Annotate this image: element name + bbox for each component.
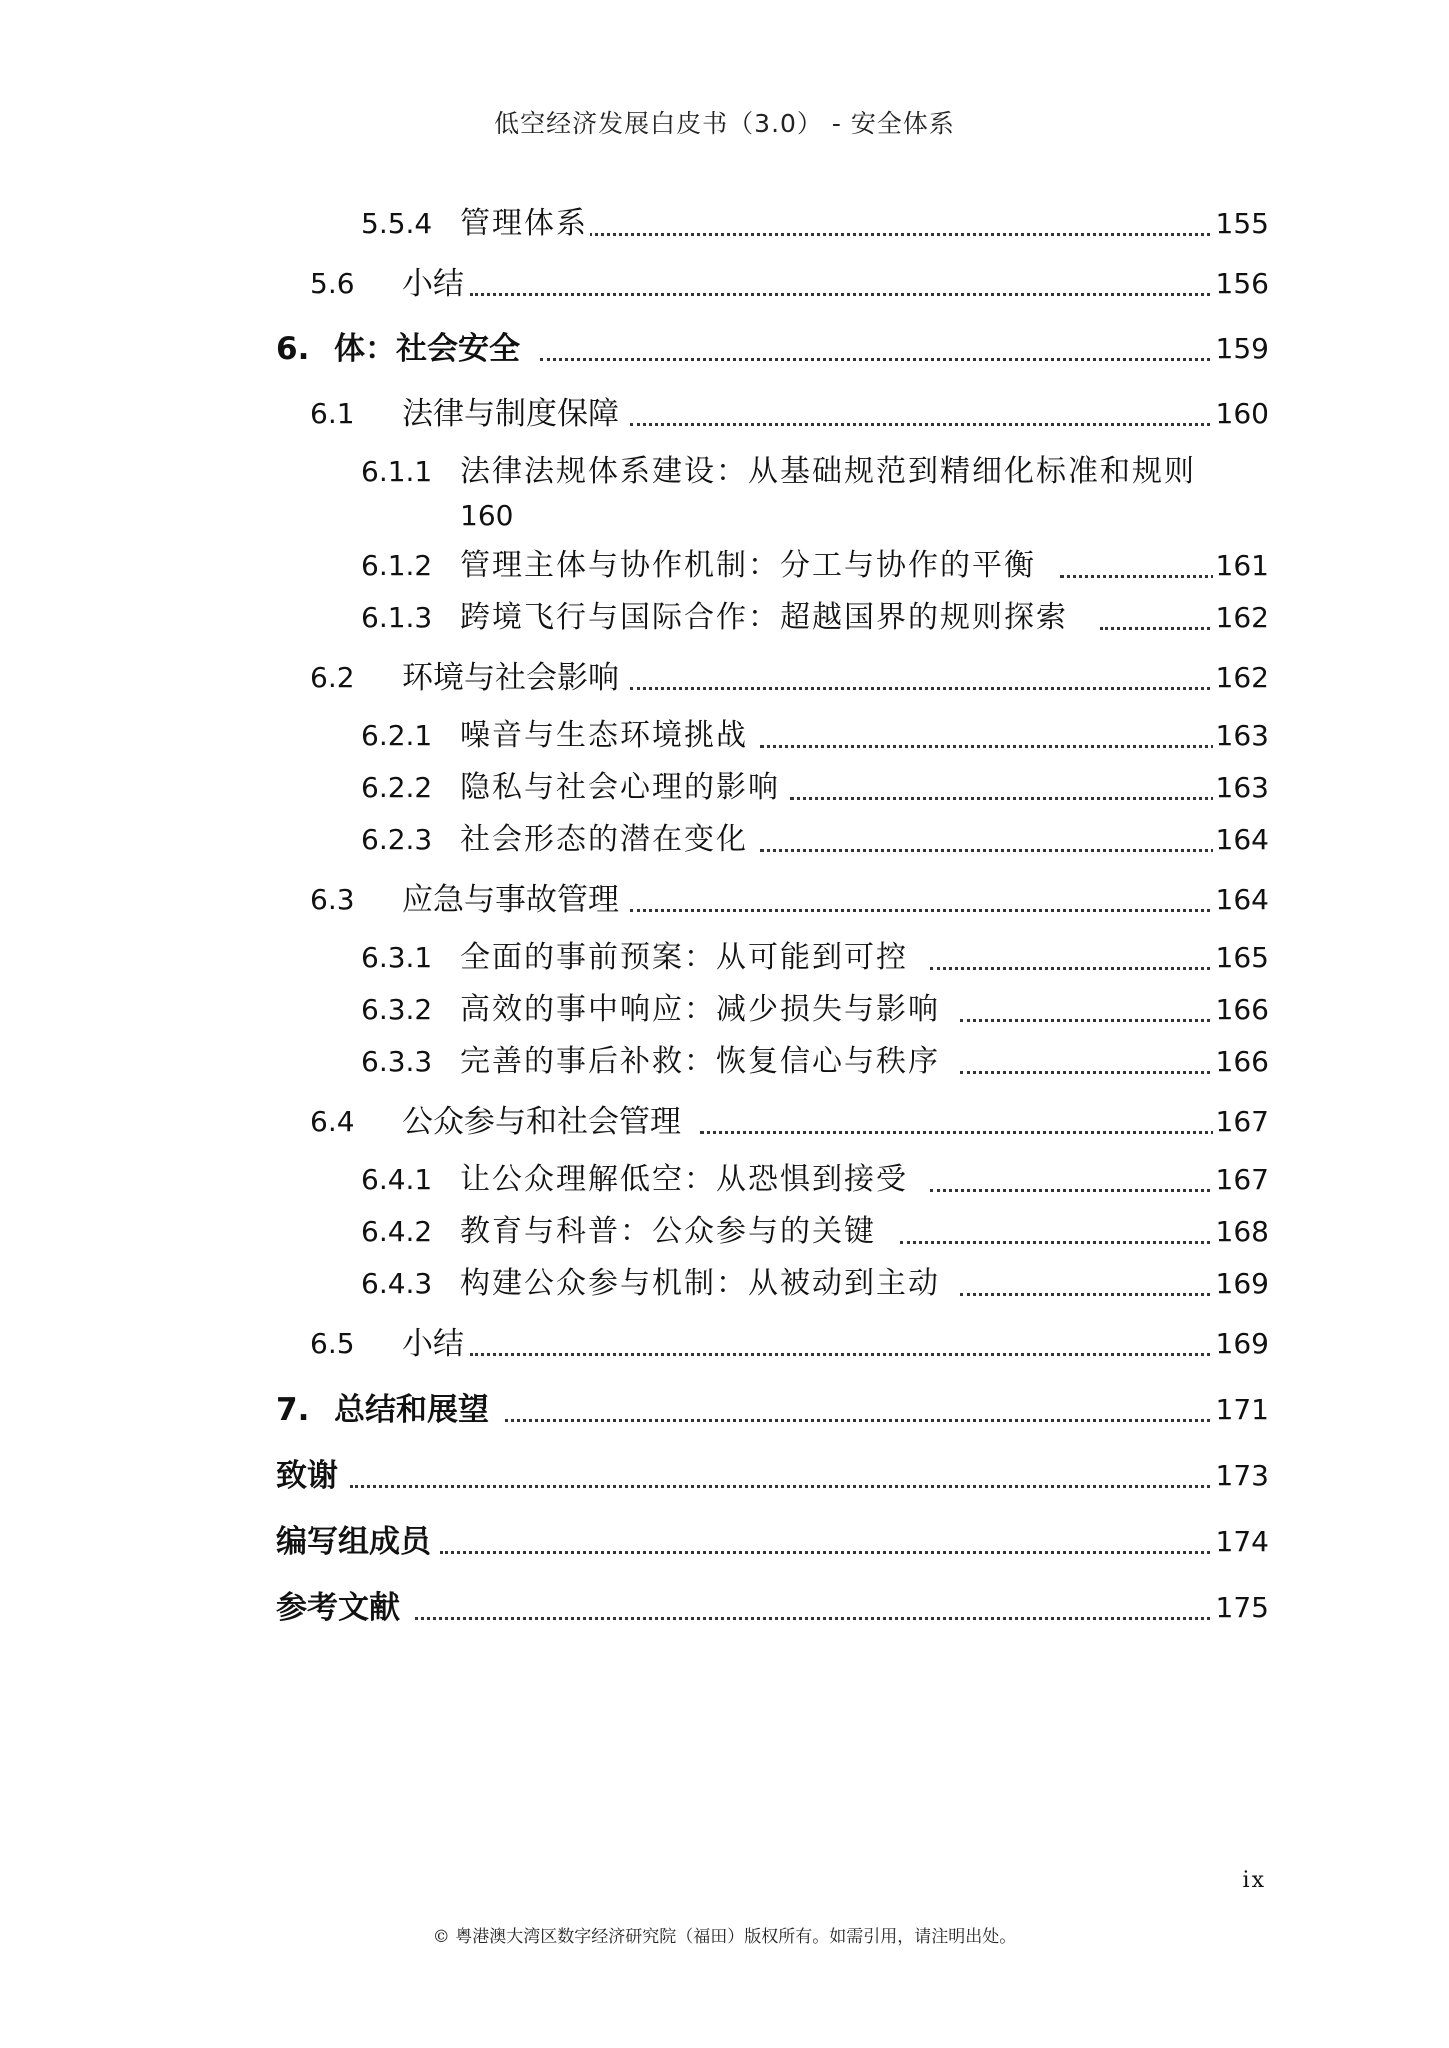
page-number: ix (1242, 1868, 1266, 1893)
toc-entry-title: 法律法规体系建设：从基础规范到精细化标准和规则 (460, 446, 1198, 498)
toc-entry-page: 166 (1213, 984, 1269, 1036)
toc-dot-leader (540, 358, 1264, 361)
toc-entry-number: 6.2.2 (361, 771, 433, 804)
toc-entry-number: 6.1.3 (361, 601, 433, 634)
toc-entry-number: 6.3.1 (361, 941, 433, 974)
toc-entry-number: 6.2 (310, 661, 355, 694)
toc-entry[interactable] (0, 592, 1449, 644)
toc-entry-page: 167 (1213, 1096, 1269, 1148)
toc-entry[interactable] (0, 258, 1449, 310)
toc-entry-page: 169 (1213, 1318, 1269, 1370)
toc-entry-title: 法律与制度保障 (402, 388, 621, 440)
toc-entry-title: 跨境飞行与国际合作：超越国界的规则探索 (460, 592, 1070, 644)
toc-entry-number: 5.6 (310, 267, 355, 300)
toc-dot-leader (415, 1617, 1264, 1620)
toc-entry-number: 6. (276, 331, 310, 367)
toc-dot-leader (630, 423, 1264, 426)
toc-entry-page: 163 (1213, 762, 1269, 814)
toc-entry-page: 171 (1213, 1384, 1269, 1436)
toc-entry-title: 致谢 (276, 1450, 340, 1502)
toc-entry-title: 管理体系 (460, 198, 590, 250)
toc-entry-title: 教育与科普：公众参与的关键 (460, 1206, 878, 1258)
toc-entry-number: 5.5.4 (361, 207, 433, 240)
toc-dot-leader (470, 293, 1264, 296)
toc-entry-page: 169 (1213, 1258, 1269, 1310)
toc-entry-number: 6.4.2 (361, 1215, 433, 1248)
toc-entry-title: 噪音与生态环境挑战 (460, 710, 750, 762)
toc-entry-title: 应急与事故管理 (402, 874, 621, 926)
toc-entry-page: 168 (1213, 1206, 1269, 1258)
toc-entry-number: 6.2.1 (361, 719, 433, 752)
toc-entry-title: 隐私与社会心理的影响 (460, 762, 782, 814)
copyright-footer: © 粤港澳大湾区数字经济研究院（福田）版权所有。如需引用，请注明出处。 (432, 1927, 1017, 1947)
toc-entry-page: 167 (1213, 1154, 1269, 1206)
toc-entry-page: 164 (1213, 874, 1269, 926)
toc-entry-title: 让公众理解低空：从恐惧到接受 (460, 1154, 910, 1206)
toc-entry[interactable] (0, 874, 1449, 926)
toc-entry-number: 6.2.3 (361, 823, 433, 856)
toc-entry[interactable] (0, 1384, 1449, 1436)
toc-entry-page: 161 (1213, 540, 1269, 592)
toc-entry-title: 社会形态的潜在变化 (460, 814, 750, 866)
toc-dot-leader (760, 849, 1264, 852)
toc-entry-page: 160 (1213, 388, 1269, 440)
toc-entry-page: 156 (1213, 258, 1269, 310)
toc-entry-title: 完善的事后补救：恢复信心与秩序 (460, 1036, 942, 1088)
toc-dot-leader (470, 1353, 1264, 1356)
toc-entry[interactable] (0, 1096, 1449, 1148)
toc-entry-number: 6.3.3 (361, 1045, 433, 1078)
toc-entry-number: 6.3 (310, 883, 355, 916)
toc-dot-leader (350, 1485, 1264, 1488)
toc-entry-page: 162 (1213, 652, 1269, 704)
toc-entry[interactable] (0, 1154, 1449, 1206)
toc-entry-page: 166 (1213, 1036, 1269, 1088)
toc-entry-page: 164 (1213, 814, 1269, 866)
toc-entry[interactable] (0, 814, 1449, 866)
toc-entry-title: 管理主体与协作机制：分工与协作的平衡 (460, 540, 1038, 592)
toc-entry-title: 参考文献 (276, 1582, 402, 1634)
toc-entry-title: 公众参与和社会管理 (402, 1096, 683, 1148)
toc-entry[interactable] (0, 198, 1449, 250)
toc-entry-number: 6.1.2 (361, 549, 433, 582)
toc-entry-number: 7. (276, 1392, 310, 1428)
toc-entry-title: 环境与社会影响 (402, 652, 621, 704)
toc-entry-page: 173 (1213, 1450, 1269, 1502)
toc-entry[interactable] (0, 1450, 1449, 1502)
toc-entry[interactable] (0, 652, 1449, 704)
toc-entry[interactable] (0, 446, 1449, 498)
toc-entry[interactable] (0, 762, 1449, 814)
toc-entry[interactable] (0, 932, 1449, 984)
toc-entry-title: 全面的事前预案：从可能到可控 (460, 932, 910, 984)
toc-entry[interactable] (0, 1206, 1449, 1258)
toc-entry-page: 160 (460, 499, 514, 532)
toc-entry-page: 163 (1213, 710, 1269, 762)
toc-entry[interactable] (0, 323, 1449, 375)
toc-entry-title: 总结和展望 (334, 1384, 491, 1436)
toc-entry-page: 155 (1213, 198, 1269, 250)
toc-entry[interactable] (0, 388, 1449, 440)
toc-entry-page: 165 (1213, 932, 1269, 984)
toc-entry[interactable] (0, 1582, 1449, 1634)
toc-entry-number: 6.1.1 (361, 455, 433, 488)
toc-entry-page: 175 (1213, 1582, 1269, 1634)
toc-entry[interactable] (0, 1516, 1449, 1568)
toc-dot-leader (700, 1131, 1264, 1134)
toc-entry[interactable] (0, 984, 1449, 1036)
toc-entry[interactable] (0, 1258, 1449, 1310)
toc-entry-title: 构建公众参与机制：从被动到主动 (460, 1258, 942, 1310)
toc-entry-number: 6.3.2 (361, 993, 433, 1026)
toc-entry-number: 6.4.3 (361, 1267, 433, 1300)
toc-entry-title: 高效的事中响应：减少损失与影响 (460, 984, 942, 1036)
toc-dot-leader (760, 745, 1264, 748)
toc-dot-leader (790, 797, 1264, 800)
toc-dot-leader (505, 1419, 1264, 1422)
toc-entry[interactable] (0, 710, 1449, 762)
toc-entry-page: 174 (1213, 1516, 1269, 1568)
toc-entry[interactable] (0, 1036, 1449, 1088)
toc-entry[interactable] (0, 540, 1449, 592)
toc-entry-number: 6.4 (310, 1105, 355, 1138)
toc-entry-number: 6.1 (310, 397, 355, 430)
toc-entry-number: 6.4.1 (361, 1163, 433, 1196)
toc-entry-title: 小结 (402, 1318, 466, 1370)
toc-entry[interactable] (0, 1318, 1449, 1370)
toc-entry-page: 162 (1213, 592, 1269, 644)
toc-entry-title: 小结 (402, 258, 466, 310)
toc-entry-page: 159 (1213, 323, 1269, 375)
running-header: 低空经济发展白皮书（3.0） - 安全体系 (494, 109, 955, 138)
toc-dot-leader (440, 1551, 1264, 1554)
toc-entry-number: 6.5 (310, 1327, 355, 1360)
toc-dot-leader (560, 233, 1264, 236)
toc-dot-leader (900, 1241, 1264, 1244)
toc-dot-leader (630, 687, 1264, 690)
toc-dot-leader (630, 909, 1264, 912)
toc-entry-title: 编写组成员 (276, 1516, 433, 1568)
toc-entry-title: 体：社会安全 (334, 323, 522, 375)
